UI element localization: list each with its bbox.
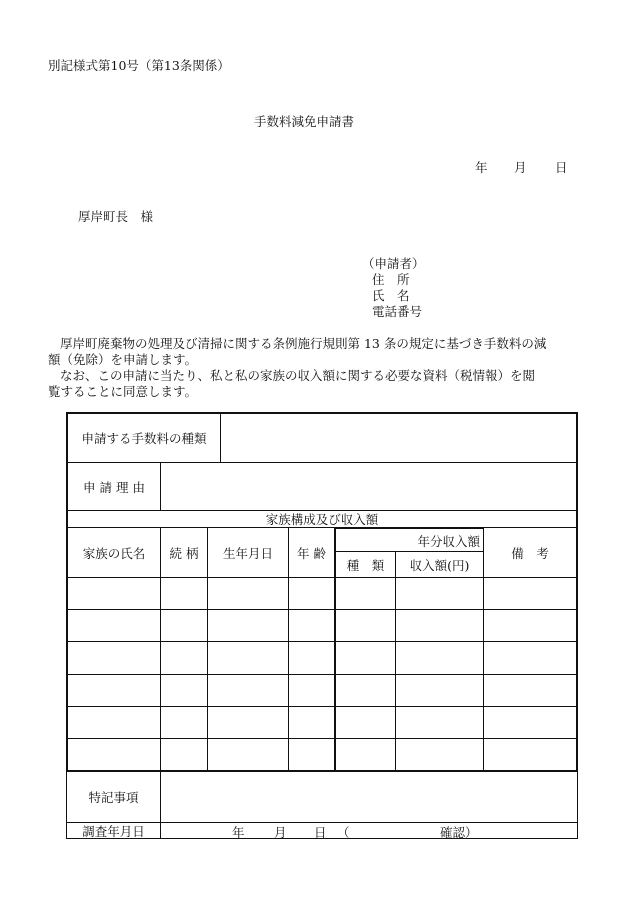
survey-year: 年 <box>232 825 245 840</box>
applicant-heading: （申請者） <box>362 256 425 271</box>
survey-confirm: 確認） <box>440 825 478 840</box>
date-day: 日 <box>555 160 568 175</box>
addressee: 厚岸町長 様 <box>78 209 154 224</box>
col-relation: 続 柄 <box>169 545 199 561</box>
survey-open-paren: （ <box>337 825 350 840</box>
reason-input[interactable] <box>161 463 576 510</box>
table-row[interactable] <box>68 675 576 706</box>
table-row[interactable] <box>68 707 576 738</box>
table-row[interactable] <box>68 578 576 609</box>
survey-day: 日 <box>314 825 327 840</box>
form-number: 別記様式第10号（第13条関係） <box>48 58 230 73</box>
col-birthdate: 生年月日 <box>222 545 273 561</box>
paragraph1-line2: 額（免除）を申請します。 <box>48 352 198 367</box>
table-row[interactable] <box>68 642 576 674</box>
date-month: 月 <box>514 160 527 175</box>
paragraph1-line1: 厚岸町廃棄物の処理及び清掃に関する条例施行規則第 13 条の規定に基づき手数料の減 <box>60 336 547 351</box>
col-annual-income: 年分収入額 <box>417 533 480 549</box>
special-notes-input[interactable] <box>161 772 577 822</box>
paragraph2-line2: 覧することに同意します。 <box>48 384 198 399</box>
col-income-type: 種 類 <box>346 557 385 573</box>
family-section-title: 家族構成及び収入額 <box>265 512 379 527</box>
applicant-phone-label: 電話番号 <box>372 304 423 319</box>
applicant-address-label: 住 所 <box>372 272 410 287</box>
reason-label: 申 請 理 由 <box>83 479 145 495</box>
special-notes-label: 特記事項 <box>88 790 139 805</box>
table-row[interactable] <box>68 610 576 641</box>
table-row[interactable] <box>68 739 576 770</box>
col-remarks: 備 考 <box>511 545 549 561</box>
survey-month: 月 <box>274 825 287 840</box>
applicant-name-label: 氏 名 <box>372 288 410 303</box>
col-family-name: 家族の氏名 <box>82 545 146 561</box>
col-income-amount: 収入額(円) <box>409 557 470 573</box>
fee-type-label: 申請する手数料の種類 <box>81 431 207 446</box>
fee-type-input[interactable] <box>221 414 576 462</box>
paragraph2-line1: なお、この申請に当たり、私と私の家族の収入額に関する必要な資料（税情報）を閲 <box>60 368 536 383</box>
date-year: 年 <box>475 160 488 175</box>
page-title: 手数料減免申請書 <box>254 114 355 129</box>
survey-date-label: 調査年月日 <box>82 823 145 839</box>
col-age: 年 齢 <box>297 545 326 561</box>
